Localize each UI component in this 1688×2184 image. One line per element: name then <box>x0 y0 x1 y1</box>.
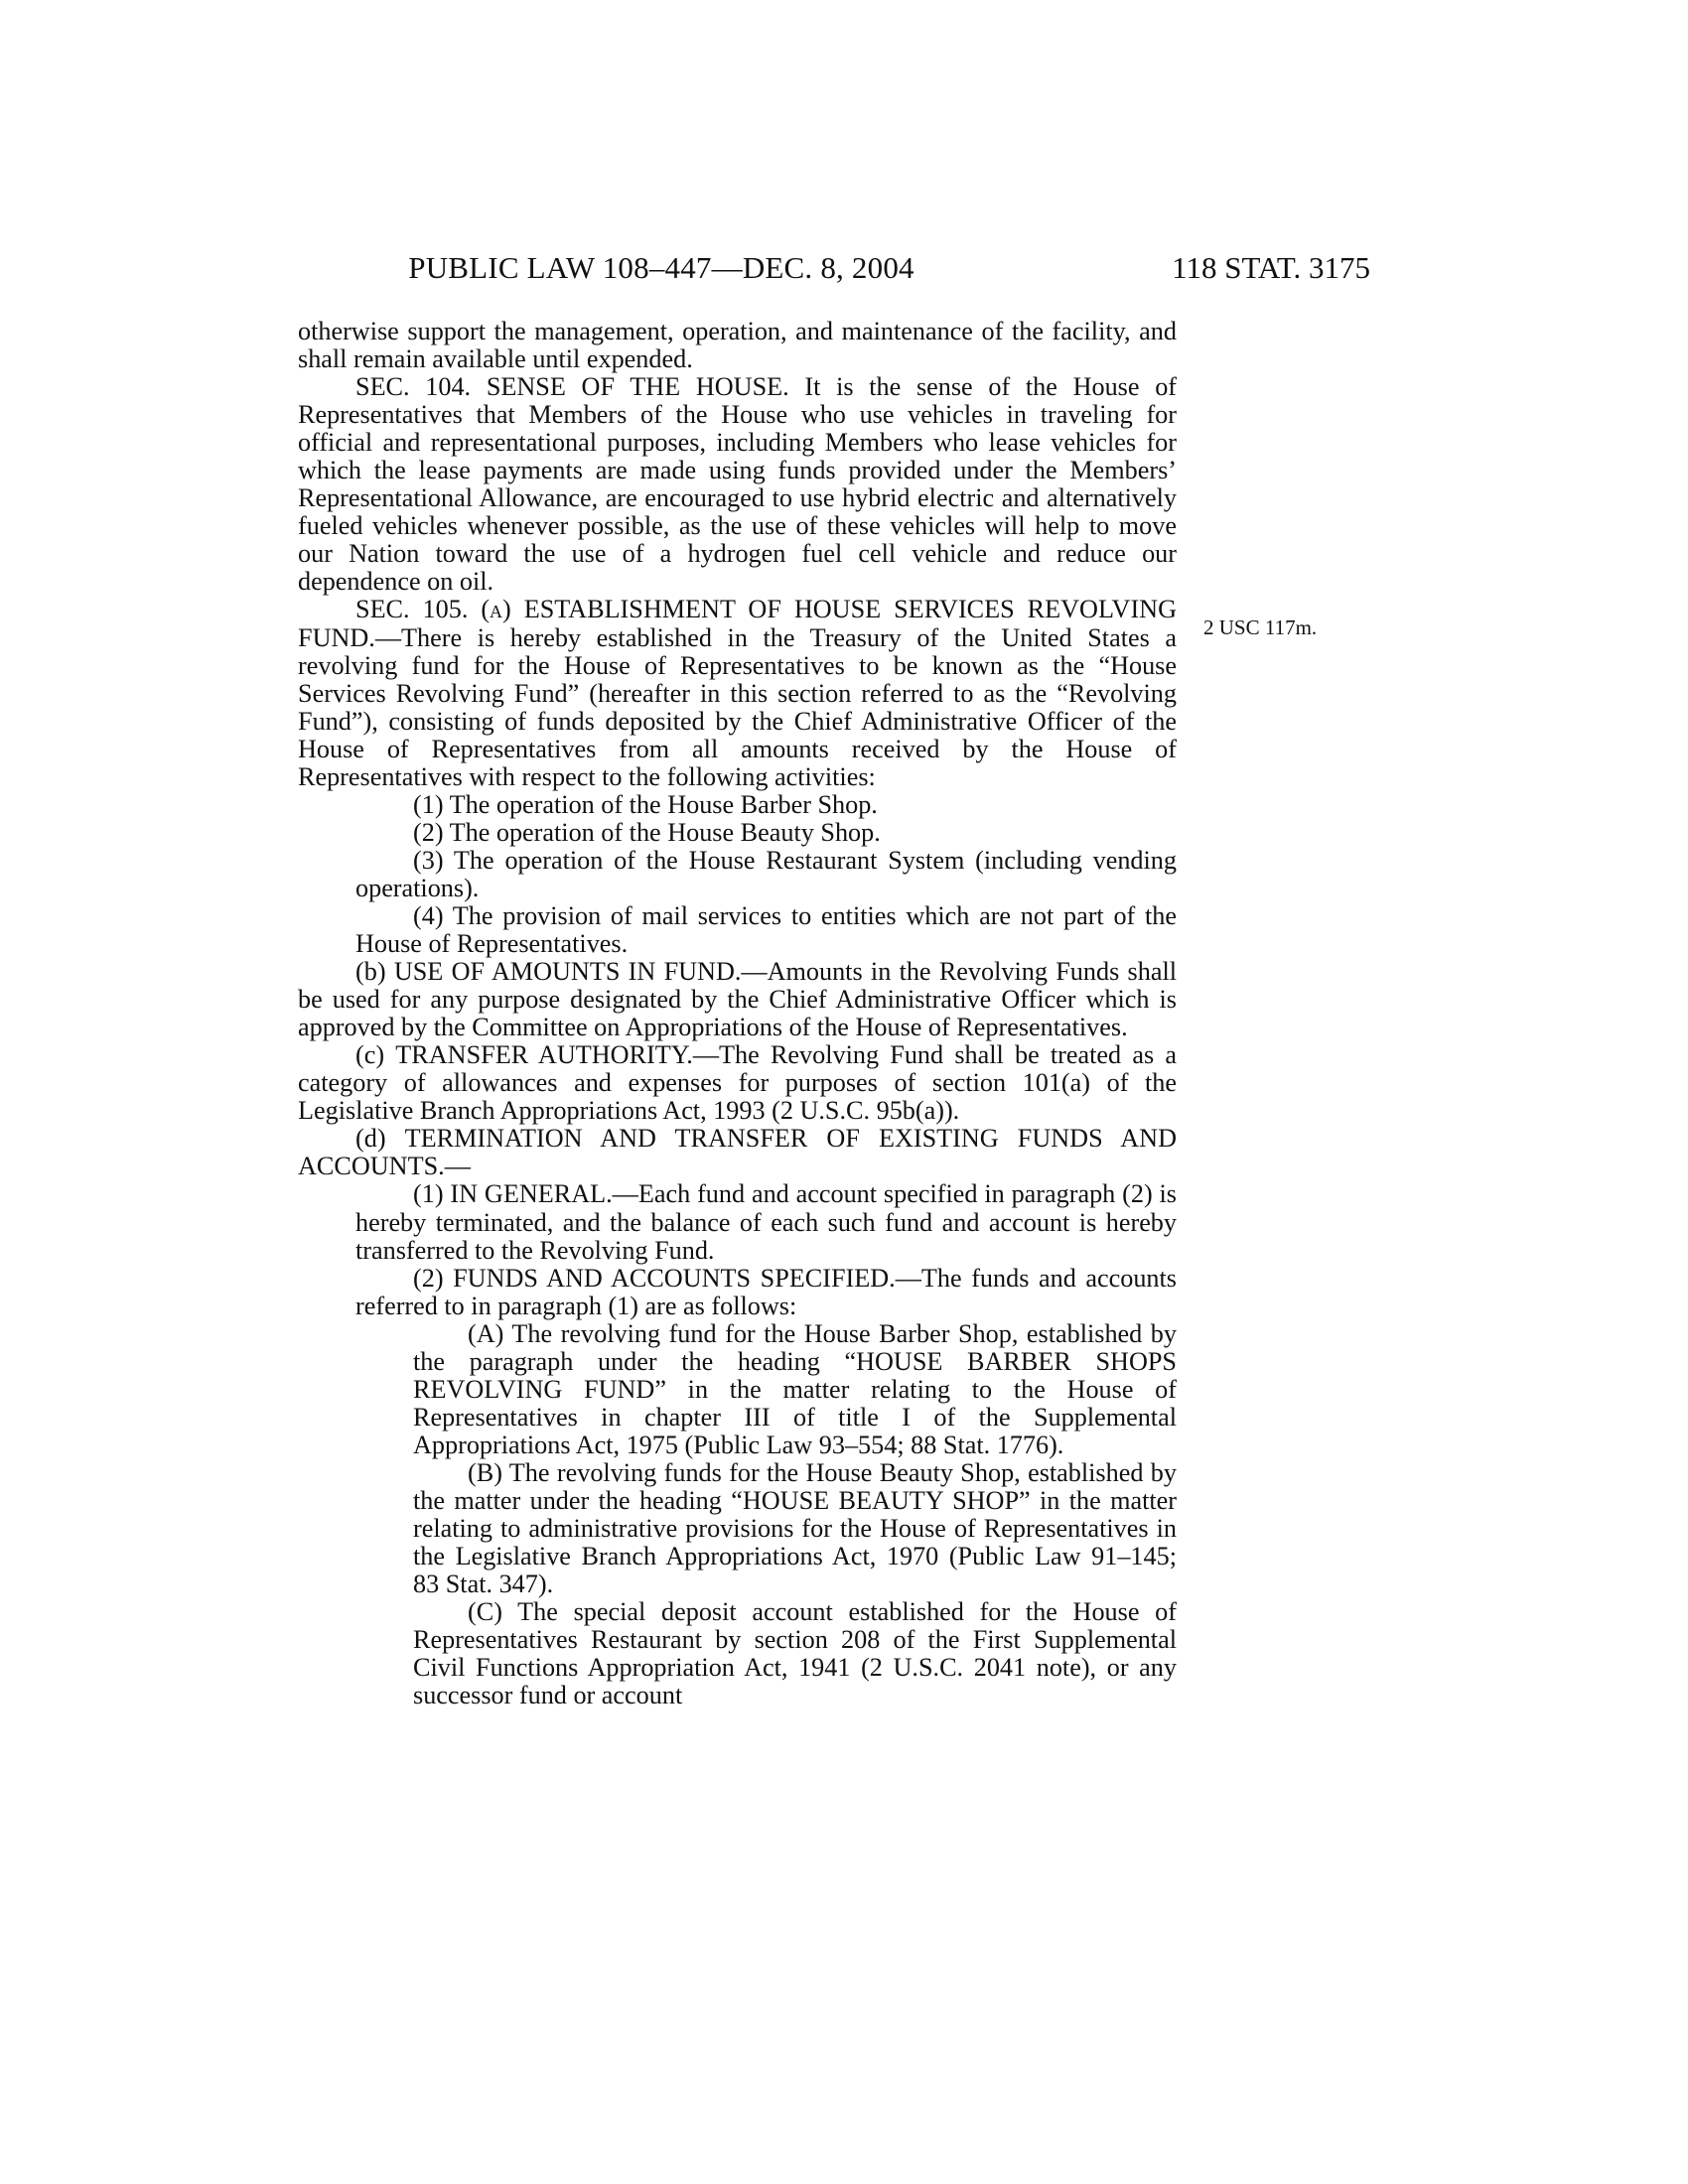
subsection-b <box>298 958 1177 1041</box>
section-label: SEC. 105. (a) <box>355 595 524 624</box>
subsection-c <box>298 1041 1177 1125</box>
paragraph-text: —Each fund and account specified in paragraph (2) is hereby terminated, and the balance of each such fund and account is hereby transferred to the Revolving Fund. <box>355 1179 1178 1265</box>
subsection-label: (d) <box>355 1124 405 1154</box>
paragraph-d1 <box>298 1180 1177 1264</box>
section-heading: SENSE OF THE HOUSE. <box>486 372 789 402</box>
subparagraph-A: (A) The revolving fund for the House Barber Shop, established by the paragraph under the heading “HOUSE BARBER SHOPS REVOLVING FUND” in the matter relating to the House of Representatives in chapter III of title I of the Supplemental Appropriations Act, 1975 (Public Law 93–554; 88 Stat. 1776). <box>413 1318 1177 1459</box>
section-text: It is the sense of the House of Representatives that Members of the House who use vehicles in traveling for official and representational purposes, including Members who lease vehicles for which the lease payments are made using funds provided under the Members’ Representational Allowance, are encouraged to use hybrid electric and alternatively fueled vehicles whenever possible, as the use of these vehicles will help to move our Nation toward the use of a hydrogen fuel cell vehicle and reduce our dependence on oil. <box>298 372 1178 597</box>
paragraph-heading: FUNDS AND ACCOUNTS SPECIFIED. <box>453 1263 896 1293</box>
subsection-text: — <box>444 1152 471 1181</box>
subsection-heading: USE OF AMOUNTS IN FUND. <box>393 957 742 987</box>
statute-page-number: 118 STAT. 3175 <box>1172 250 1370 285</box>
section-text: —There is hereby established in the Treasury of the United States a revolving fund for the House of Representatives to be known as the “House Services Revolving Fund” (hereafter in this section referred to as the “Revolving Fund”), consisting of funds deposited by the Chief Administrative Officer of the House of Representatives from all amounts received by the House of Representatives with respect to the following activities: <box>298 622 1177 791</box>
activity-4: (4) The provision of mail services to entities which are not part of the House of Representatives. <box>355 900 1177 959</box>
subparagraph-B <box>298 1459 1177 1598</box>
paragraph-label: (1) <box>413 1179 451 1209</box>
subsection-text: —Amounts in the Revolving Funds shall be used for any purpose designated by the Chief Administrative Officer which is approved by the Committee on Appropriations of the House of Representatives. <box>298 957 1177 1042</box>
activity-3: (3) The operation of the House Restaurant System (including vending operations). <box>355 845 1177 902</box>
subparagraph-text-pre: (B) The revolving funds for the House Beauty Shop, established by the matter under the heading “ <box>413 1457 1177 1515</box>
body-text <box>298 318 1177 1709</box>
section-104 <box>298 373 1177 596</box>
subparagraph-text-post: ” in the matter relating to administrative provisions for the House of Representatives in the Legislative Branch Appropriations Act, 1970 (Public Law 91–145; 83 Stat. 347). <box>413 1485 1177 1599</box>
section-label: SEC. 104. <box>355 372 487 402</box>
paragraph-heading: IN GENERAL. <box>450 1179 613 1209</box>
paragraph-continuation: otherwise support the management, operation, and maintenance of the facility, and shall remain available until expended. <box>298 317 1177 374</box>
subsection-text: —The Revolving Fund shall be treated as a category of allowances and expenses for purposes of section 101(a) of the Legislative Branch Appropriations Act, 1993 (2 U.S.C. 95b(a)). <box>298 1040 1177 1126</box>
subsection-label: (c) <box>355 1040 396 1070</box>
subparagraph-heading: HOUSE BEAUTY SHOP <box>742 1485 1020 1515</box>
subsection-heading: TERMINATION AND TRANSFER OF EXISTING FUNDS AND ACCOUNTS. <box>298 1124 1177 1181</box>
subsection-label: (b) <box>355 957 394 987</box>
subsection-d <box>298 1125 1177 1180</box>
paragraph-label: (2) <box>413 1263 454 1293</box>
margin-citation: 2 USC 117m. <box>1203 615 1318 639</box>
page-header <box>298 250 1370 290</box>
activity-2: (2) The operation of the House Beauty Shop. <box>413 817 881 847</box>
subparagraph-C: (C) The special deposit account established for the House of Representatives Restaurant by section 208 of the First Supplemental Civil Functions Appropriation Act, 1941 (2 U.S.C. 2041 note), or any successor fund or account <box>413 1597 1177 1710</box>
paragraph-text: —The funds and accounts referred to in paragraph (1) are as follows: <box>355 1263 1177 1320</box>
subsection-heading: TRANSFER AUTHORITY. <box>395 1040 693 1070</box>
section-heading: ESTABLISHMENT OF HOUSE SERVICES REVOLVING FUND. <box>298 595 1177 652</box>
activity-1: (1) The operation of the House Barber Shop. <box>413 789 878 819</box>
section-105-a <box>298 596 1177 790</box>
running-head-title: PUBLIC LAW 108–447—DEC. 8, 2004 <box>408 250 914 285</box>
paragraph-d2 <box>298 1265 1177 1320</box>
